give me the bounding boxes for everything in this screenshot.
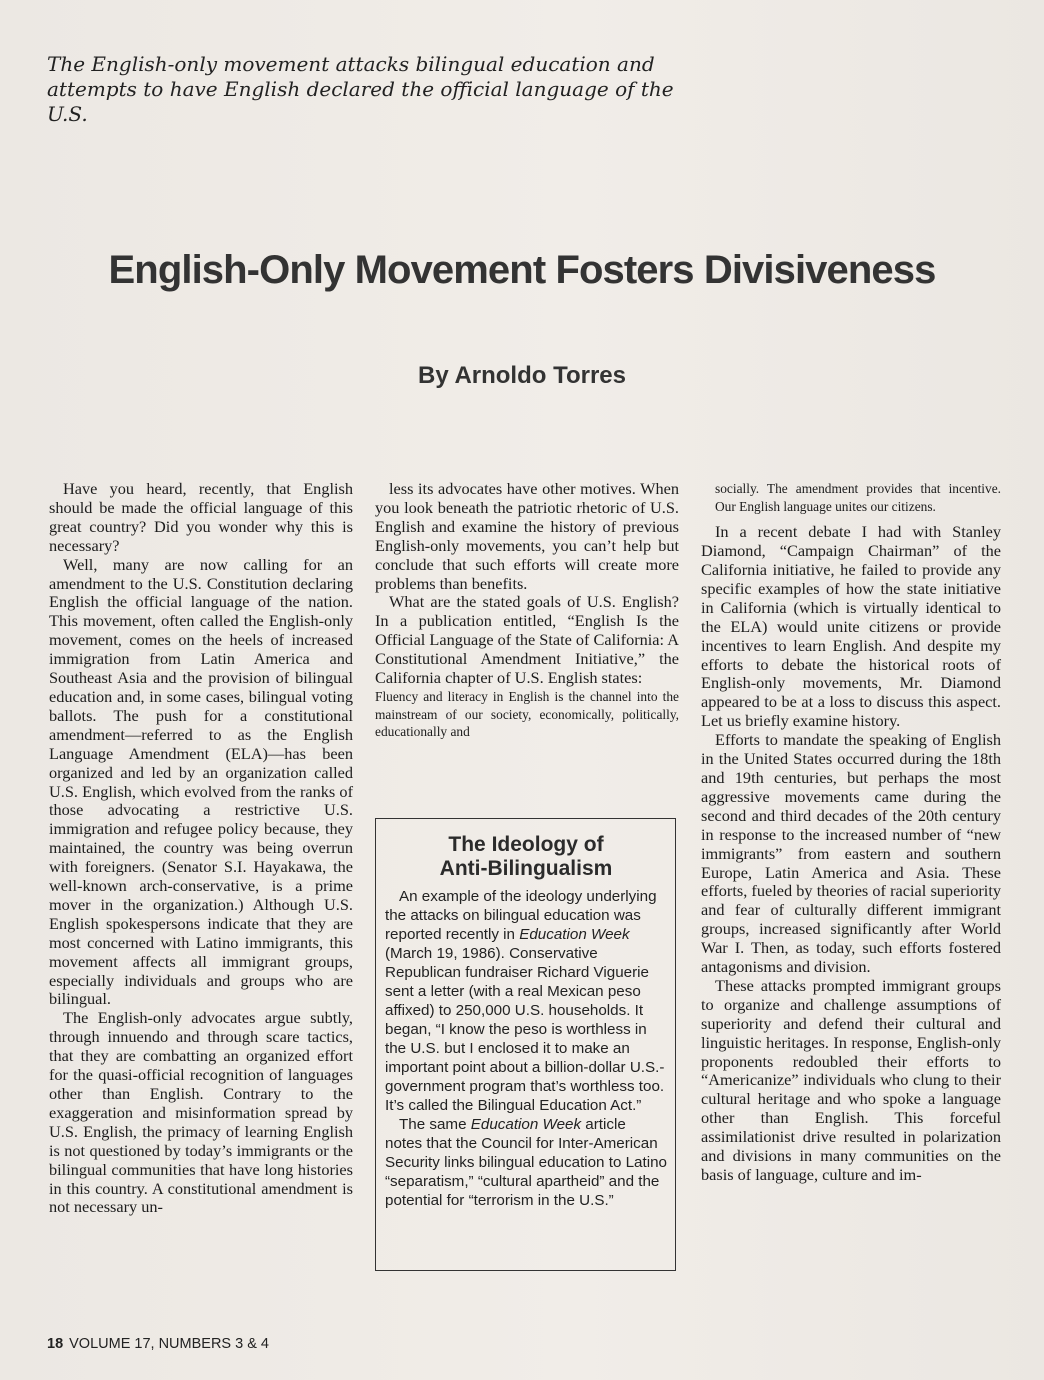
column-1 <box>49 480 353 1217</box>
text-run: (March 19, 1986). Conservative Republican fundraiser Richard Viguerie sent a letter (with a real Mexican peso affixed) to 250,000 U.S. households. It began, “I know the peso is worthless in the U.S. but I enclosed it to make an important point about a billion-dollar U.S.-government program that’s worthless too. It’s called the Bilingual Education Act.” <box>385 945 665 1114</box>
block-quote: socially. The amendment provides that incentive. Our English language unites our citizens. <box>715 481 1001 514</box>
sidebar-paragraph <box>385 887 667 1115</box>
paragraph: Efforts to mandate the speaking of English in the United States occurred during the 18th and 19th centuries, but perhaps the most aggressive movements came during the second and third decades of the 20th century in response to the increased number of “new immigrants” from eastern and southern Europe, Latin America and Asia. These efforts, fueled by theories of racial superiority and fear of culturally different immigrant groups, increased significantly after World War I. Then, as today, such efforts fostered antagonisms and division. <box>701 730 1001 977</box>
block-quote: Fluency and literacy in English is the channel into the mainstream of our society, economically, politically, educationally and <box>375 688 679 740</box>
page-number: 18 <box>47 1336 64 1352</box>
text-run: article notes that the Council for Inter-American Security links bilingual education to Latino “separatism,” “cultural apartheid” and the potential for “terrorism in the U.S.” <box>385 1116 667 1209</box>
paragraph: The English-only advocates argue subtly, through innuendo and through scare tactics, that they are combatting an organized effort for the quasi-official recognition of languages other than English. Contrary to the exaggeration and misinformation spread by U.S. English, the primacy of learning English is not questioned by today’s immigrants or the bilingual communities that have long histories in this country. A constitutional amendment is not necessary un- <box>49 1008 353 1217</box>
paragraph: Well, many are now calling for an amendment to the U.S. Constitution declaring English the official language of the nation. This movement, often called the English-only movement, comes on the heels of increased immigration from Latin America and Southeast Asia and the provision of bilingual education and, in some cases, bilingual voting ballots. The push for a constitutional amendment—referred to as the English Language Amendment (ELA)—has been organized and led by an organization called U.S. English, which evolved from the ranks of those advocating a restrictive U.S. immigration and refugee policy because, they maintained, the country was being overrun with foreigners. (Senator S.I. Hayakawa, the well-known arch-conservative, is a prime mover in the organization.) Although U.S. English spokespersons indicate that they are most concerned with Latino immigrants, this movement affects all immigrant groups, especially individuals and groups who are bilingual. <box>49 554 353 1009</box>
volume-info: VOLUME 17, NUMBERS 3 & 4 <box>69 1336 269 1352</box>
article-headline: English-Only Movement Fosters Divisiveness <box>108 248 936 292</box>
column-3 <box>701 480 1001 1185</box>
paragraph: These attacks prompted immigrant groups to organize and challenge assumptions of superiority and defend their cultural and linguistic heritages. In response, English-only proponents redoubled their efforts to “Americanize” individuals who clung to their cultural heritage and who spoke a language other than English. This forceful assimilationist drive resulted in polarization and divisions in many communities on the basis of language, culture and im- <box>701 975 1001 1184</box>
paragraph: What are the stated goals of U.S. English? In a publication entitled, “English Is the Official Language of the State of California: A Constitutional Amendment Initiative,” the California chapter of U.S. English states: <box>375 592 679 688</box>
text-run: The same <box>399 1116 471 1133</box>
column-2 <box>375 480 679 741</box>
sidebar-title-line-1: The Ideology of <box>448 833 604 856</box>
publication-title: Education Week <box>519 926 630 943</box>
page-footer <box>47 1336 269 1352</box>
publication-title: Education Week <box>470 1116 582 1133</box>
paragraph: In a recent debate I had with Stanley Diamond, “Campaign Chairman” of the California initiative, he failed to provide any specific examples of how the state initiative in California (which is virtually identical to the ELA) would unite citizens or provide incentives to learn English. And despite my efforts to debate the historical roots of English-only movements, Mr. Diamond appeared to be at a loss to discuss this aspect. Let us briefly examine history. <box>701 522 1001 731</box>
sidebar-box <box>375 818 676 1271</box>
sidebar-title <box>385 833 667 881</box>
sidebar-title-line-2: Anti-Bilingualism <box>439 857 613 880</box>
paragraph: Have you heard, recently, that English should be made the official language of this great country? Did you wonder why this is necessary? <box>49 479 353 555</box>
text-run: An example of the ideology underlying the attacks on bilingual education was reported recently in <box>385 888 657 943</box>
paragraph: less its advocates have other motives. When you look beneath the patriotic rhetoric of U.S. English and examine the history of previous English-only movements, you can’t help but conclude that such efforts will create more problems than benefits. <box>375 479 679 593</box>
sidebar-paragraph <box>385 1115 667 1210</box>
standfirst: The English-only movement attacks bilingual education and attempts to have English declared the official language of the U.S. <box>47 52 674 126</box>
byline: By Arnoldo Torres <box>417 362 627 389</box>
